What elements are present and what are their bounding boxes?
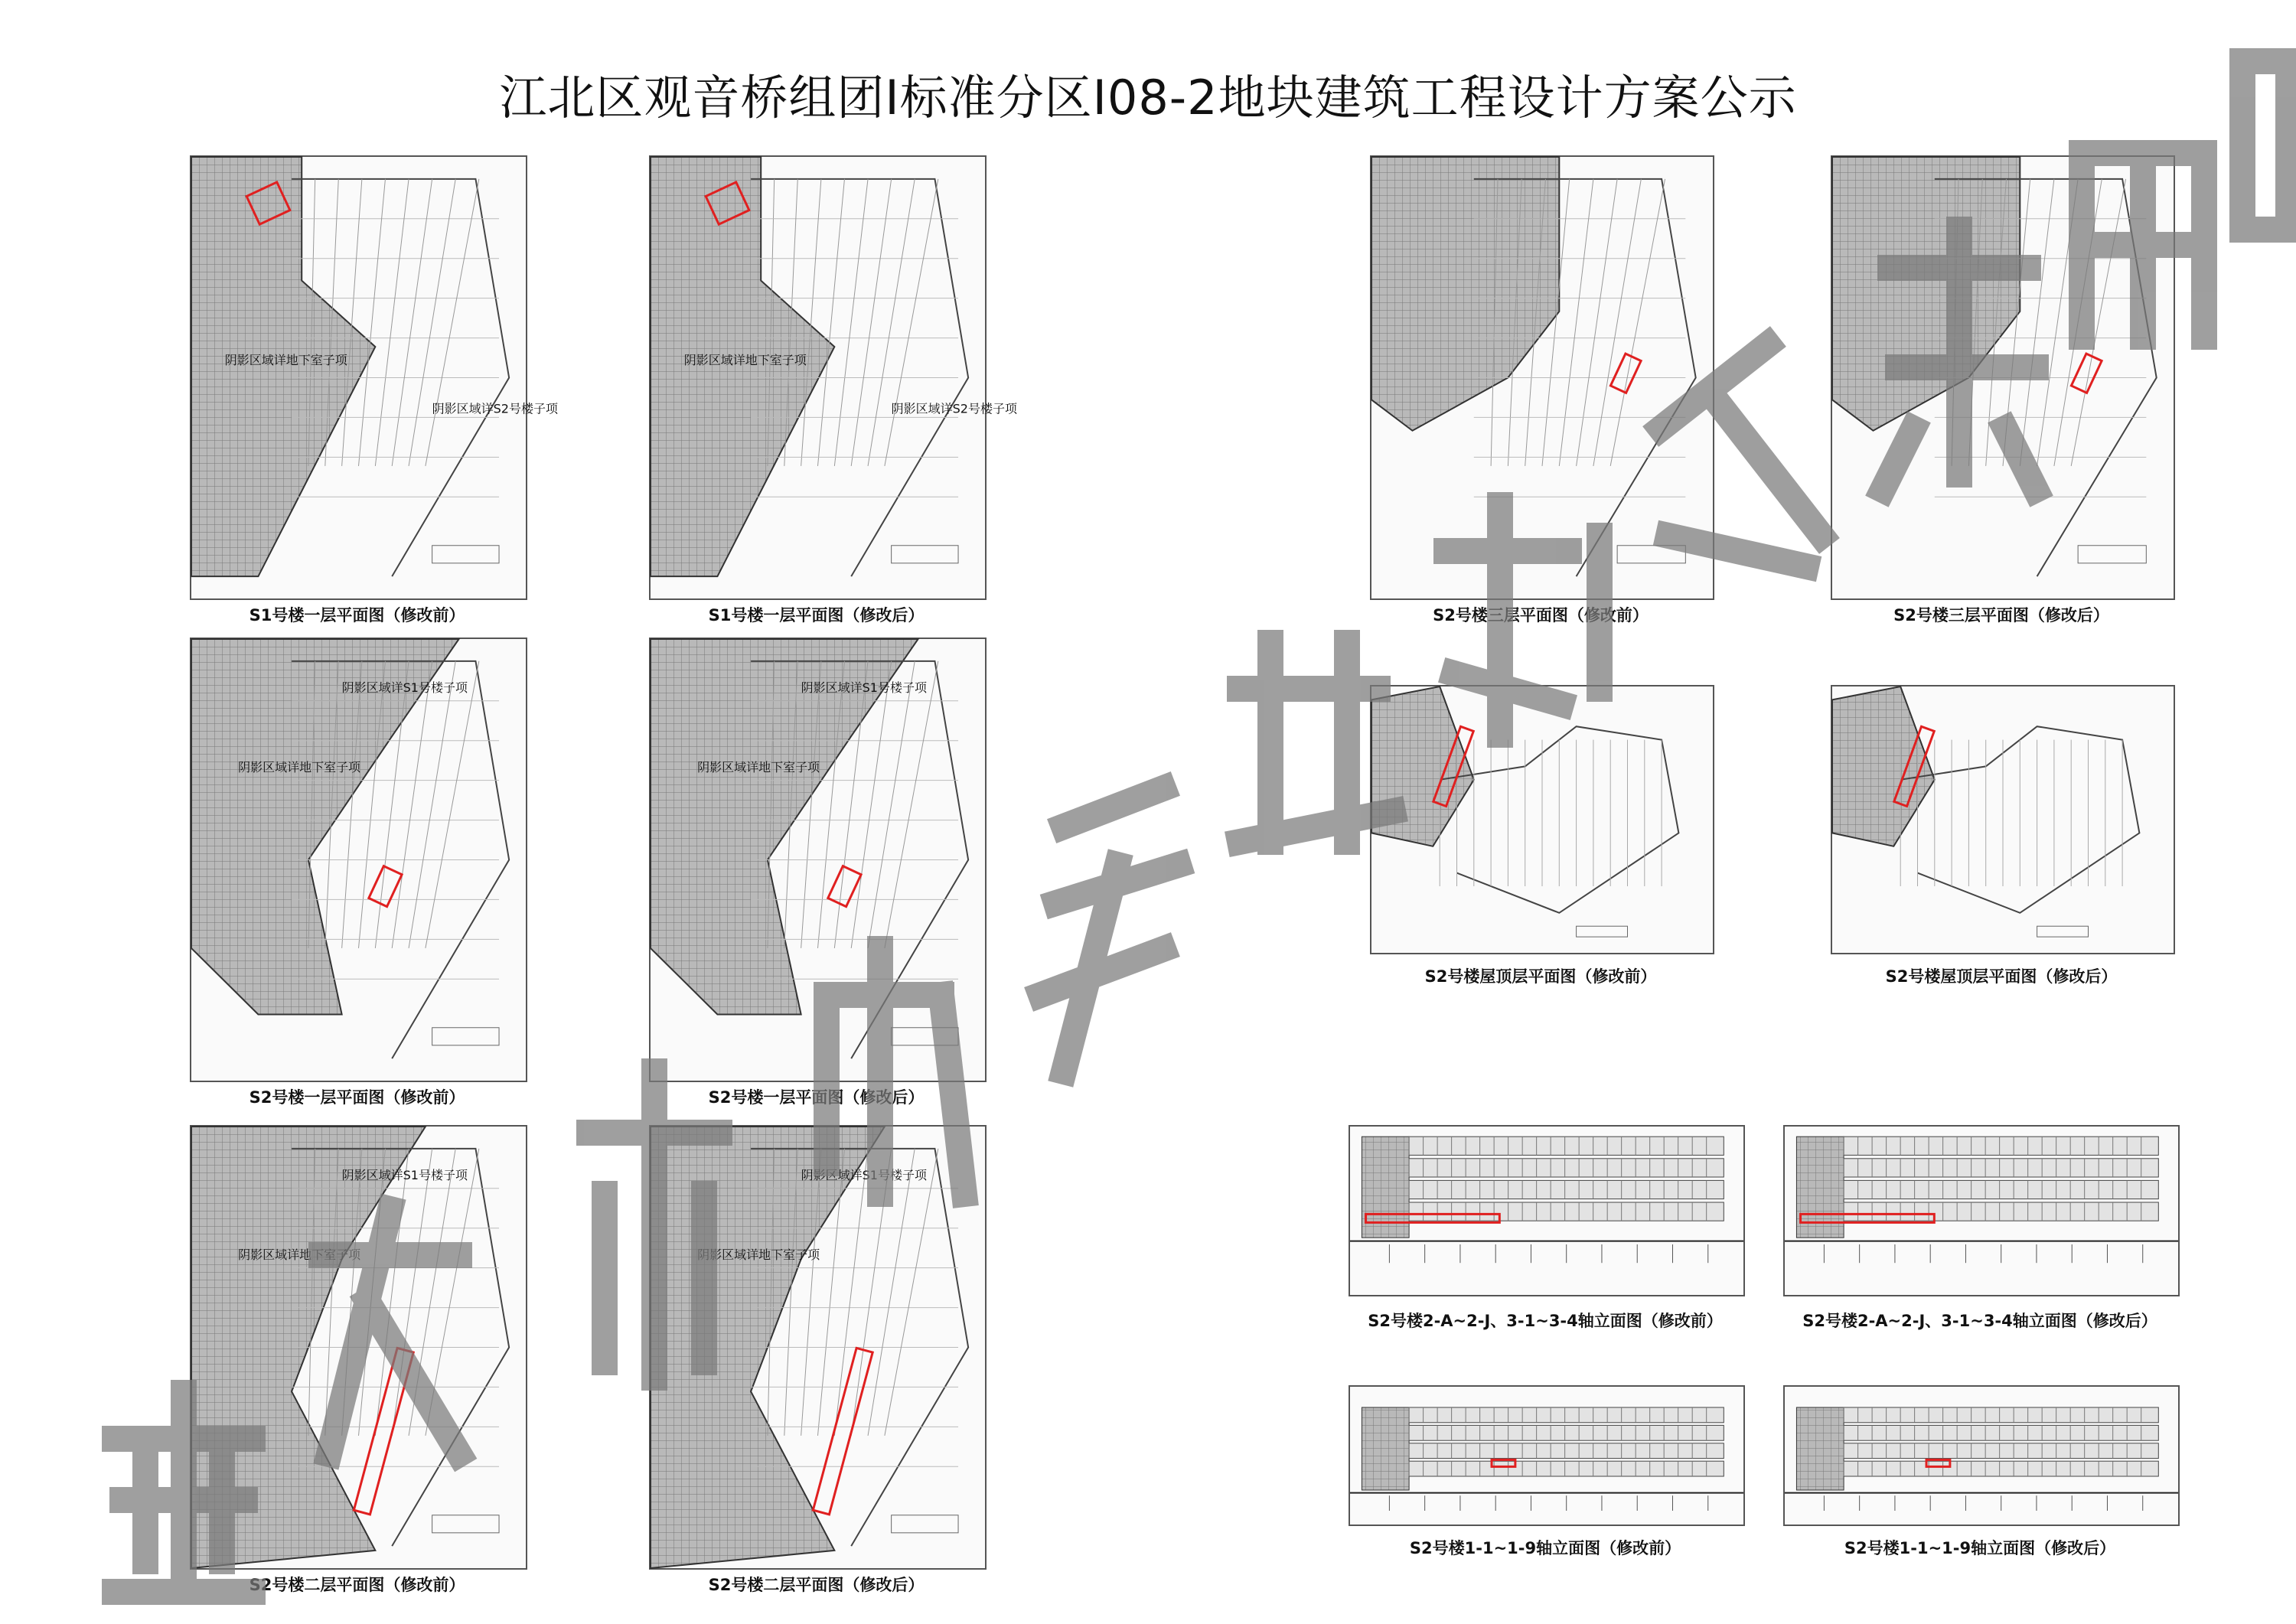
- caption-s2-roof-after: S2号楼屋顶层平面图（修改后）: [1885, 967, 2118, 986]
- drawing-s2-roof-after: [1831, 685, 2175, 954]
- cad-drawing: [1371, 686, 1713, 953]
- caption-s2-floor2-before: S2号楼二层平面图（修改前）: [249, 1576, 465, 1594]
- cad-drawing: [651, 157, 1017, 598]
- cad-drawing: [1350, 1127, 1743, 1295]
- caption-s1-floor1-before: S1号楼一层平面图（修改前）: [249, 606, 465, 624]
- drawing-s2-elevation-1-before: [1349, 1385, 1745, 1526]
- caption-s2-elevation-2a-after: S2号楼2-A~2-J、3-1~3-4轴立面图（修改后）: [1802, 1312, 2157, 1330]
- caption-s2-floor1-after: S2号楼一层平面图（修改后）: [708, 1088, 925, 1107]
- cad-drawing: [1832, 686, 2174, 953]
- shade-area-label: 阴影区域详地下室子项: [238, 1247, 361, 1263]
- drawing-s2-floor2-before: [190, 1125, 527, 1570]
- caption-s2-roof-before: S2号楼屋顶层平面图（修改前）: [1424, 967, 1657, 986]
- drawing-s2-floor1-after: [649, 638, 987, 1082]
- cad-drawing: [1350, 1387, 1743, 1525]
- caption-s1-floor1-after: S1号楼一层平面图（修改后）: [708, 606, 925, 624]
- caption-s2-floor3-before: S2号楼三层平面图（修改前）: [1433, 606, 1649, 624]
- shade-area-label: 阴影区域详S1号楼子项: [341, 1168, 468, 1183]
- shade-area-label: 阴影区域详地下室子项: [697, 760, 820, 775]
- cad-drawing: [191, 1127, 526, 1568]
- caption-s2-floor1-before: S2号楼一层平面图（修改前）: [249, 1088, 465, 1107]
- drawing-s2-elevation-2a-after: [1783, 1125, 2180, 1296]
- drawing-s2-floor1-before: [190, 638, 527, 1082]
- cad-drawing: [191, 639, 526, 1081]
- cad-drawing: [1785, 1127, 2178, 1295]
- drawing-s2-floor3-before: [1370, 155, 1714, 600]
- page-title: 江北区观音桥组团I标准分区I08-2地块建筑工程设计方案公示: [499, 70, 1797, 126]
- cad-drawing: [651, 1127, 985, 1568]
- shade-area-label: 阴影区域详地下室子项: [697, 1247, 820, 1263]
- shade-area-label: 阴影区域详地下室子项: [238, 760, 361, 775]
- shade-area-label: 阴影区域详S1号楼子项: [341, 680, 468, 696]
- drawing-s1-floor1-before: [190, 155, 558, 600]
- shade-area-label: 阴影区域详S1号楼子项: [801, 1168, 927, 1183]
- drawing-s2-elevation-2a-before: [1349, 1125, 1745, 1296]
- cad-drawing: [1785, 1387, 2178, 1525]
- caption-s2-floor2-after: S2号楼二层平面图（修改后）: [708, 1576, 925, 1594]
- cad-drawing: [191, 157, 558, 598]
- caption-s2-elevation-1-after: S2号楼1-1~1-9轴立面图（修改后）: [1844, 1539, 2116, 1557]
- drawing-s2-elevation-1-after: [1783, 1385, 2180, 1526]
- cad-drawing: [1832, 157, 2174, 598]
- shade-area-label: 阴影区域详地下室子项: [683, 353, 807, 368]
- shade-area-label: 阴影区域详S2号楼子项: [432, 401, 558, 416]
- drawing-s2-floor3-after: [1831, 155, 2175, 600]
- shade-area-label: 阴影区域详S1号楼子项: [801, 680, 927, 696]
- caption-s2-floor3-after: S2号楼三层平面图（修改后）: [1893, 606, 2109, 624]
- caption-s2-elevation-2a-before: S2号楼2-A~2-J、3-1~3-4轴立面图（修改前）: [1368, 1312, 1723, 1330]
- drawing-s1-floor1-after: [649, 155, 1017, 600]
- caption-s2-elevation-1-before: S2号楼1-1~1-9轴立面图（修改前）: [1409, 1539, 1681, 1557]
- shade-area-label: 阴影区域详地下室子项: [224, 353, 347, 368]
- drawing-s2-floor2-after: [649, 1125, 987, 1570]
- shade-area-label: 阴影区域详S2号楼子项: [891, 401, 1017, 416]
- cad-drawing: [651, 639, 985, 1081]
- cad-drawing: [1371, 157, 1713, 598]
- drawing-s2-roof-before: [1370, 685, 1714, 954]
